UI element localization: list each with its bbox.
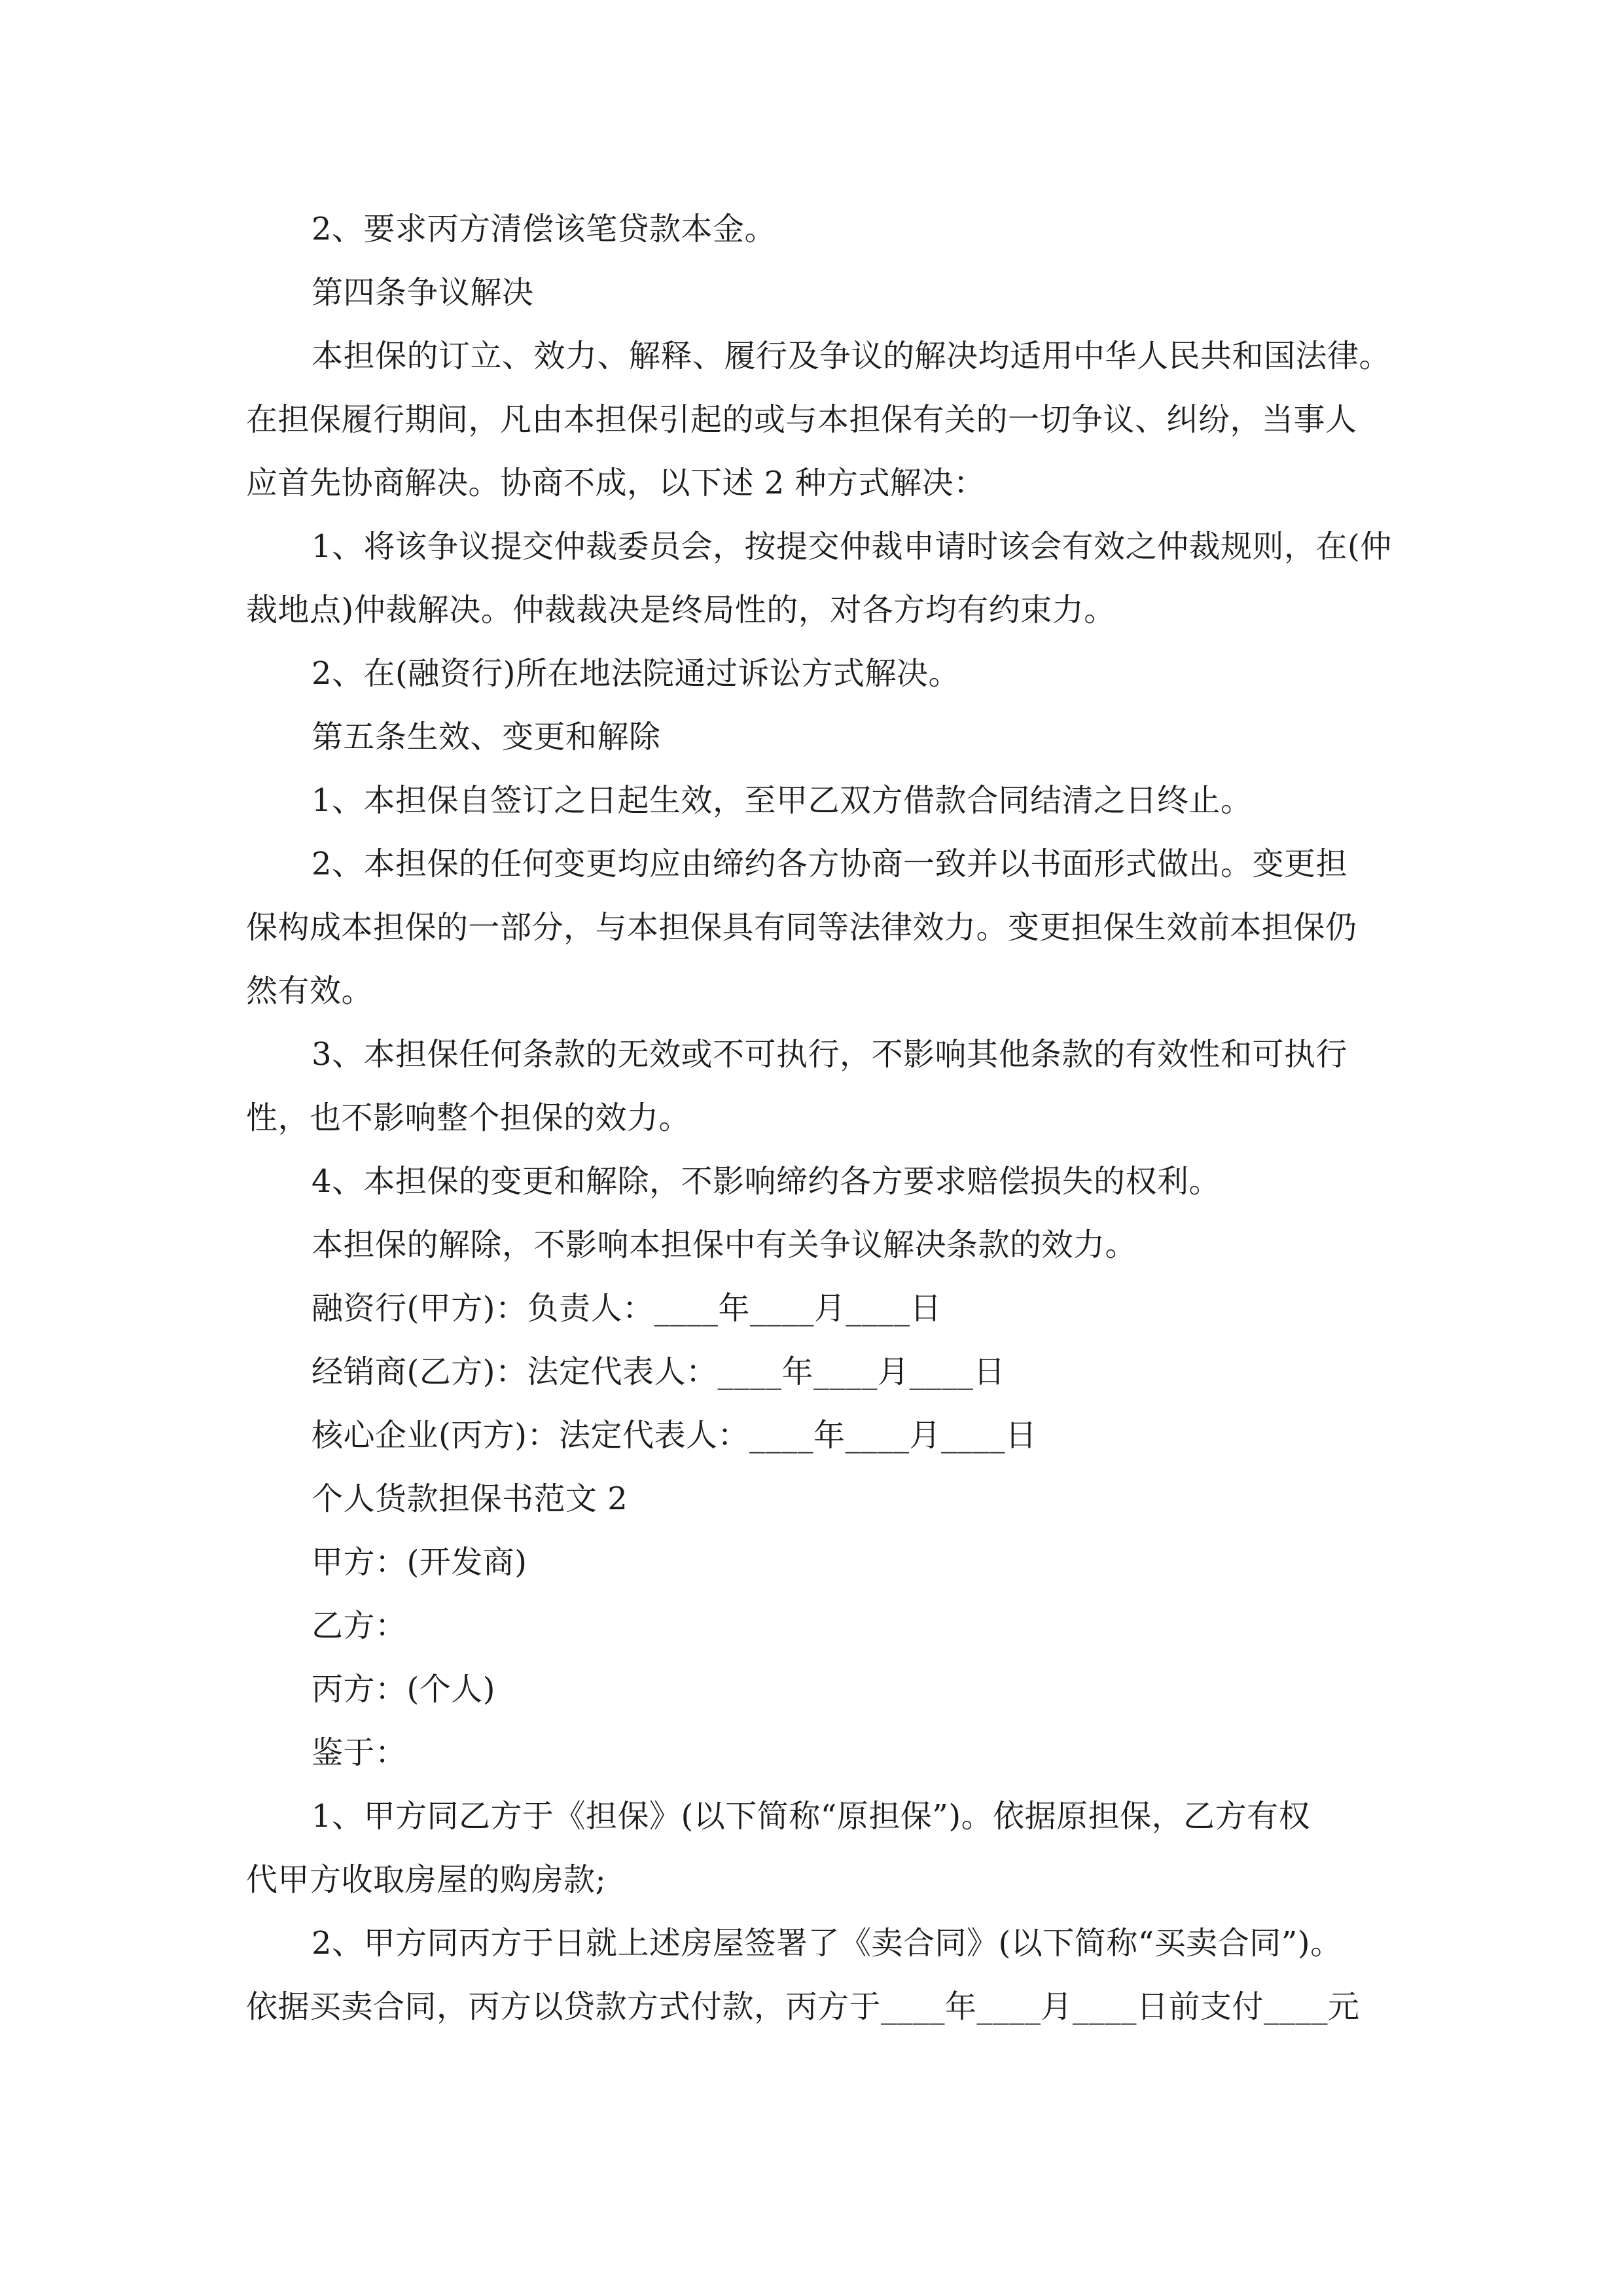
text-line: 然有效。	[246, 973, 374, 1009]
text-line: 2、甲方同丙方于日就上述房屋签署了《卖合同》(以下简称“买卖合同”)。	[312, 1925, 1342, 1962]
text-line: 4、本担保的变更和解除，不影响缔约各方要求赔偿损失的权利。	[312, 1163, 1221, 1200]
text-line: 1、甲方同乙方于《担保》(以下简称“原担保”)。依据原担保，乙方有权	[312, 1798, 1311, 1835]
text-line: 3、本担保任何条款的无效或不可执行，不影响其他条款的有效性和可执行	[312, 1036, 1348, 1073]
text-line: 代甲方收取房屋的购房款;	[246, 1861, 607, 1898]
text-line: 2、本担保的任何变更均应由缔约各方协商一致并以书面形式做出。变更担	[312, 846, 1348, 882]
text-line: 本担保的解除，不影响本担保中有关争议解决条款的效力。	[312, 1227, 1137, 1263]
text-line: 本担保的订立、效力、解释、履行及争议的解决均适用中华人民共和国法律。	[312, 338, 1391, 374]
document-title: 个人货款担保书范文 2	[312, 1480, 628, 1517]
party-line: 甲方：(开发商)	[312, 1544, 527, 1581]
text-line: 2、要求丙方清偿该笔贷款本金。	[312, 211, 777, 247]
text-line: 应首先协商解决。协商不成，以下述 2 种方式解决：	[246, 465, 986, 501]
text-line: 1、将该争议提交仲裁委员会，按提交仲裁申请时该会有效之仲裁规则，在(仲	[312, 528, 1392, 565]
text-line: 鉴于：	[312, 1734, 407, 1771]
party-line: 丙方：(个人)	[312, 1671, 495, 1708]
signature-line: 融资行(甲方)：负责人：____年____月____日	[312, 1290, 942, 1327]
text-line: 1、本担保自签订之日起生效，至甲乙双方借款合同结清之日终止。	[312, 782, 1253, 819]
signature-line: 核心企业(丙方)：法定代表人：____年____月____日	[312, 1417, 1037, 1454]
text-line: 保构成本担保的一部分，与本担保具有同等法律效力。变更担保生效前本担保仍	[246, 909, 1357, 946]
text-line: 依据买卖合同，丙方以贷款方式付款，丙方于____年____月____日前支付____元	[246, 1988, 1360, 2025]
party-line: 乙方：	[312, 1607, 407, 1644]
signature-line: 经销商(乙方)：法定代表人：____年____月____日	[312, 1354, 1005, 1390]
section-heading: 第五条生效、变更和解除	[312, 719, 661, 755]
section-heading: 第四条争议解决	[312, 274, 534, 311]
text-line: 裁地点)仲裁解决。仲裁裁决是终局性的，对各方均有约束力。	[246, 592, 1116, 628]
text-line: 性，也不影响整个担保的效力。	[246, 1100, 691, 1136]
text-line: 2、在(融资行)所在地法院通过诉讼方式解决。	[312, 655, 960, 692]
text-line: 在担保履行期间，凡由本担保引起的或与本担保有关的一切争议、纠纷，当事人	[246, 401, 1357, 438]
